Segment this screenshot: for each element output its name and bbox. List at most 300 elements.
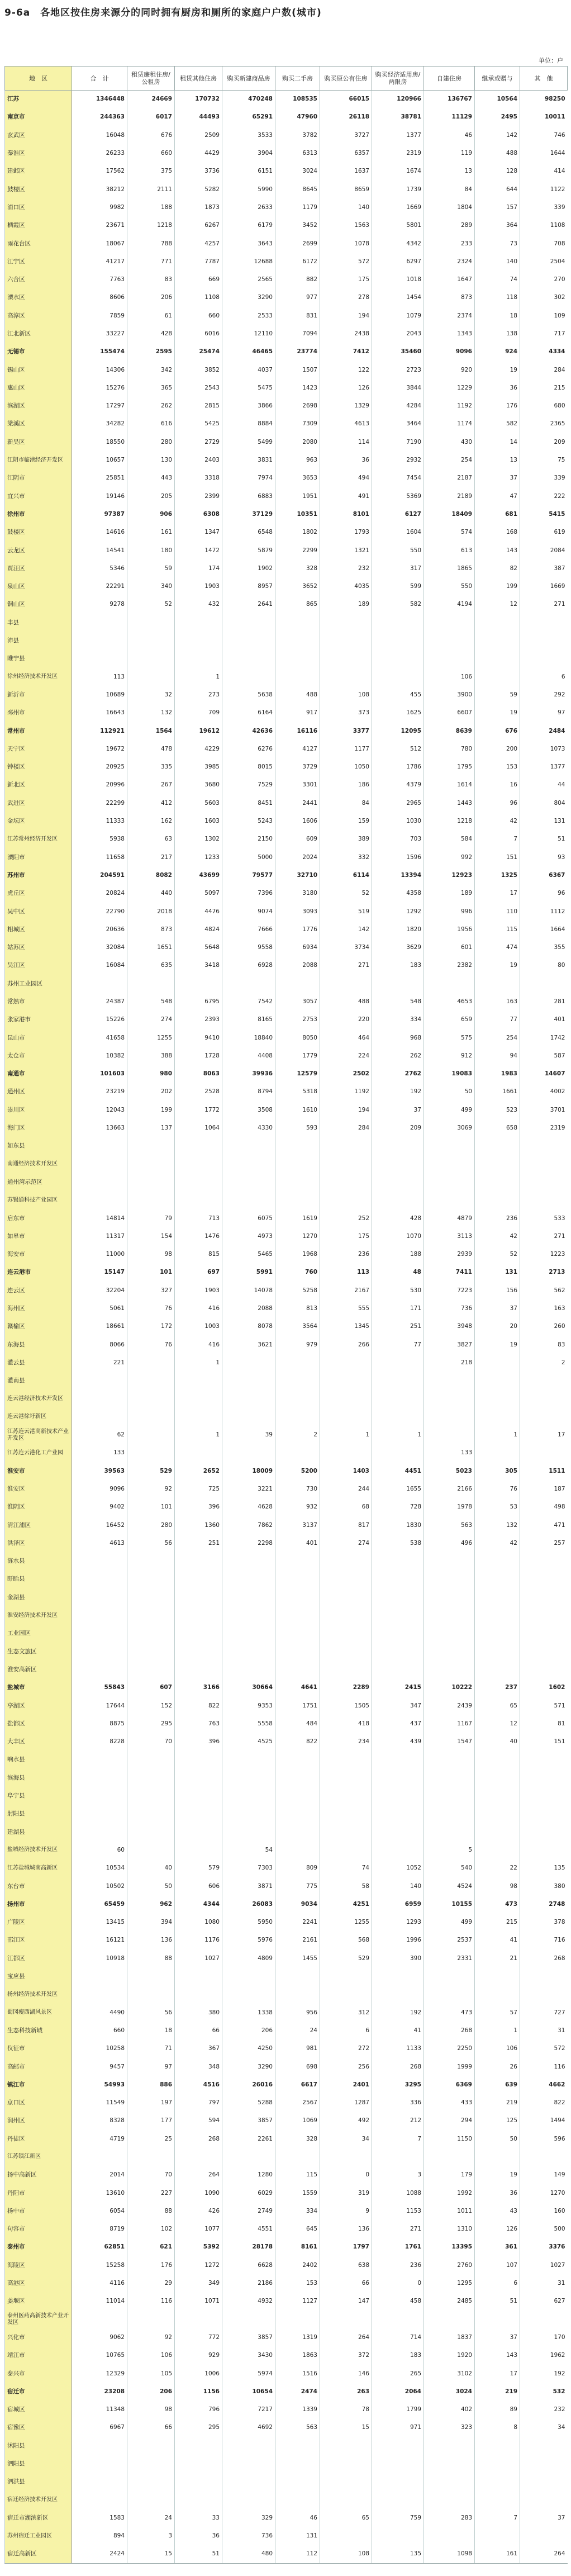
value-cell: 1614 <box>424 776 475 794</box>
value-cell: 44493 <box>175 108 222 126</box>
value-cell <box>72 2491 127 2509</box>
value-cell <box>72 1787 127 1805</box>
region-name: 泰兴市 <box>5 2365 72 2383</box>
value-cell: 41 <box>475 1932 520 1949</box>
value-cell <box>72 1588 127 1606</box>
value-cell <box>320 2148 372 2166</box>
value-cell: 474 <box>475 938 520 956</box>
value-cell <box>275 1155 320 1173</box>
value-cell <box>175 1444 222 1462</box>
value-cell: 126 <box>320 379 372 397</box>
value-cell: 161 <box>475 2545 520 2563</box>
table-row <box>5 686 568 704</box>
value-cell <box>320 2311 372 2328</box>
value-cell: 244363 <box>72 108 127 126</box>
value-cell: 4824 <box>175 921 222 938</box>
value-cell: 9410 <box>175 1029 222 1047</box>
table-row <box>5 2293 568 2311</box>
value-cell: 550 <box>424 578 475 596</box>
value-cell <box>424 1751 475 1769</box>
value-cell: 92 <box>127 1480 175 1498</box>
region-name: 栖霞区 <box>5 217 72 235</box>
value-cell <box>175 1661 222 1678</box>
value-cell: 29 <box>127 2274 175 2292</box>
value-cell: 294 <box>424 2112 475 2130</box>
value-cell: 2250 <box>424 2040 475 2058</box>
value-cell: 33 <box>175 2509 222 2527</box>
value-cell: 2374 <box>424 307 475 325</box>
value-cell: 727 <box>520 2004 568 2022</box>
value-cell: 1797 <box>320 2238 372 2256</box>
region-name: 滨湖区 <box>5 397 72 415</box>
value-cell: 1583 <box>72 2509 127 2527</box>
value-cell: 268 <box>520 1949 568 1967</box>
value-cell <box>275 1354 320 1372</box>
value-cell: 1799 <box>372 2401 424 2419</box>
value-cell: 2189 <box>424 487 475 505</box>
value-cell: 23671 <box>72 217 127 235</box>
value-cell: 97 <box>520 704 568 722</box>
value-cell: 1302 <box>175 831 222 848</box>
value-cell <box>520 1588 568 1606</box>
value-cell: 478 <box>127 740 175 758</box>
region-name: 海门区 <box>5 1119 72 1137</box>
value-cell: 437 <box>372 1715 424 1733</box>
value-cell: 2749 <box>222 2202 275 2220</box>
region-name: 涟水县 <box>5 1553 72 1571</box>
value-cell: 61 <box>127 307 175 325</box>
value-cell <box>475 1967 520 1985</box>
value-cell <box>127 614 175 632</box>
value-cell: 12043 <box>72 1101 127 1119</box>
value-cell: 122 <box>320 361 372 379</box>
region-name: 东台市 <box>5 1877 72 1895</box>
value-cell: 5991 <box>222 1264 275 1282</box>
value-cell: 32084 <box>72 938 127 956</box>
value-cell <box>127 2148 175 2166</box>
value-cell: 1564 <box>127 722 175 740</box>
value-cell <box>520 1137 568 1155</box>
value-cell: 730 <box>275 1480 320 1498</box>
value-cell: 37 <box>372 1101 424 1119</box>
table-row <box>5 1498 568 1516</box>
value-cell: 7763 <box>72 271 127 288</box>
value-cell <box>475 1606 520 1624</box>
value-cell <box>222 1390 275 1408</box>
table-row <box>5 397 568 415</box>
table-row <box>5 885 568 903</box>
value-cell <box>372 975 424 993</box>
value-cell <box>475 2437 520 2455</box>
value-cell: 1507 <box>275 361 320 379</box>
value-cell: 3024 <box>424 2383 475 2401</box>
value-cell: 7 <box>372 2130 424 2148</box>
value-cell: 7862 <box>222 1516 275 1534</box>
value-cell <box>475 1571 520 1588</box>
value-cell: 20 <box>475 1318 520 1336</box>
table-row <box>5 235 568 253</box>
value-cell <box>320 1986 372 2004</box>
value-cell: 14814 <box>72 1209 127 1227</box>
value-cell <box>222 1986 275 2004</box>
value-cell: 10657 <box>72 451 127 469</box>
value-cell: 22291 <box>72 578 127 596</box>
value-cell: 3701 <box>520 1101 568 1119</box>
value-cell: 414 <box>520 163 568 181</box>
header-cell: 购买经济适用房/两限房 <box>372 67 424 91</box>
value-cell <box>475 650 520 668</box>
region-name: 相城区 <box>5 921 72 938</box>
value-cell: 15276 <box>72 379 127 397</box>
table-row <box>5 1697 568 1715</box>
region-name: 扬中市 <box>5 2202 72 2220</box>
value-cell: 676 <box>475 722 520 740</box>
table-row <box>5 1083 568 1101</box>
value-cell <box>475 1137 520 1155</box>
table-row <box>5 1606 568 1624</box>
value-cell: 5369 <box>372 487 424 505</box>
value-cell <box>72 1192 127 1209</box>
value-cell: 36 <box>320 451 372 469</box>
value-cell: 71 <box>127 2040 175 2058</box>
table-row <box>5 1932 568 1949</box>
value-cell <box>424 1606 475 1624</box>
table-row <box>5 2166 568 2184</box>
value-cell <box>127 1444 175 1462</box>
value-cell: 16048 <box>72 126 127 144</box>
value-cell: 2186 <box>222 2274 275 2292</box>
value-cell: 676 <box>127 126 175 144</box>
region-name: 江苏镇江新区 <box>5 2148 72 2166</box>
value-cell: 136767 <box>424 91 475 108</box>
value-cell: 1837 <box>424 2328 475 2346</box>
region-name: 丹阳市 <box>5 2184 72 2202</box>
value-cell: 596 <box>520 2130 568 2148</box>
value-cell: 284 <box>320 1119 372 1137</box>
value-cell: 579 <box>175 1859 222 1877</box>
value-cell: 94 <box>475 1047 520 1065</box>
value-cell <box>275 2473 320 2491</box>
unit-label: 单位：户 <box>539 57 563 64</box>
value-cell: 23208 <box>72 2383 127 2401</box>
region-name: 润州区 <box>5 2112 72 2130</box>
value-cell <box>222 1444 275 1462</box>
value-cell: 11333 <box>72 812 127 830</box>
value-cell: 4002 <box>520 1083 568 1101</box>
value-cell: 1122 <box>520 181 568 198</box>
value-cell: 76 <box>475 1480 520 1498</box>
value-cell: 143 <box>475 2347 520 2365</box>
region-name: 苏州工业园区 <box>5 975 72 993</box>
value-cell: 1516 <box>275 2365 320 2383</box>
value-cell: 154 <box>127 1227 175 1245</box>
value-cell: 3629 <box>372 938 424 956</box>
value-cell: 17562 <box>72 163 127 181</box>
table-row <box>5 1246 568 1264</box>
region-name: 金湖县 <box>5 1588 72 1606</box>
region-name: 镇江市 <box>5 2076 72 2094</box>
value-cell: 1920 <box>424 2347 475 2365</box>
value-cell: 3900 <box>424 686 475 704</box>
value-cell: 3564 <box>275 1318 320 1336</box>
value-cell: 5318 <box>275 1083 320 1101</box>
region-name: 鼓楼区 <box>5 524 72 542</box>
value-cell: 136 <box>127 1932 175 1949</box>
value-cell: 237 <box>475 1679 520 1697</box>
value-cell: 215 <box>520 379 568 397</box>
value-cell: 1795 <box>424 758 475 776</box>
value-cell: 2399 <box>175 487 222 505</box>
value-cell <box>372 1173 424 1191</box>
value-cell: 12579 <box>275 1065 320 1083</box>
region-name: 泰州医药高新技术产业开发区 <box>5 2311 72 2328</box>
value-cell: 19146 <box>72 487 127 505</box>
value-cell: 25 <box>127 2130 175 2148</box>
value-cell: 962 <box>127 1895 175 1913</box>
region-name: 海陵区 <box>5 2256 72 2274</box>
value-cell: 5 <box>424 1841 475 1859</box>
value-cell: 894 <box>72 2527 127 2545</box>
value-cell: 1 <box>475 2022 520 2039</box>
value-cell <box>372 2455 424 2473</box>
value-cell <box>372 2491 424 2509</box>
value-cell <box>175 1751 222 1769</box>
table-row <box>5 1986 568 2004</box>
value-cell: 46465 <box>222 343 275 361</box>
value-cell: 1027 <box>175 1949 222 1967</box>
value-cell: 115 <box>475 921 520 938</box>
value-cell <box>222 1787 275 1805</box>
value-cell: 97 <box>127 2058 175 2076</box>
value-cell: 548 <box>372 993 424 1011</box>
value-cell <box>175 1606 222 1624</box>
value-cell: 8078 <box>222 1318 275 1336</box>
table-row <box>5 559 568 577</box>
region-name: 铜山区 <box>5 596 72 614</box>
value-cell: 6357 <box>320 144 372 162</box>
value-cell <box>320 1155 372 1173</box>
value-cell: 4334 <box>520 343 568 361</box>
value-cell: 132 <box>127 704 175 722</box>
value-cell: 8063 <box>175 1065 222 1083</box>
value-cell <box>475 2473 520 2491</box>
value-cell <box>72 632 127 649</box>
value-cell: 1218 <box>127 217 175 235</box>
value-cell: 788 <box>127 235 175 253</box>
value-cell: 98 <box>475 1877 520 1895</box>
value-cell: 19 <box>475 361 520 379</box>
region-name: 句容市 <box>5 2221 72 2238</box>
value-cell: 572 <box>520 2040 568 2058</box>
value-cell: 6367 <box>520 866 568 884</box>
table-row <box>5 542 568 559</box>
value-cell: 1603 <box>175 812 222 830</box>
value-cell: 1999 <box>424 2058 475 2076</box>
value-cell <box>520 2437 568 2455</box>
value-cell: 736 <box>222 2527 275 2545</box>
value-cell: 627 <box>520 2293 568 2311</box>
value-cell <box>222 1553 275 1571</box>
value-cell: 563 <box>275 2419 320 2437</box>
value-cell: 1674 <box>372 163 424 181</box>
value-cell: 1761 <box>372 2238 424 2256</box>
value-cell <box>175 1841 222 1859</box>
value-cell: 132 <box>475 1516 520 1534</box>
value-cell: 873 <box>127 921 175 938</box>
data-table <box>4 66 568 2564</box>
value-cell: 260 <box>520 1318 568 1336</box>
value-cell: 538 <box>372 1534 424 1552</box>
value-cell: 39 <box>222 1426 275 1444</box>
value-cell <box>520 1967 568 1985</box>
value-cell: 5258 <box>275 1282 320 1299</box>
value-cell: 373 <box>320 704 372 722</box>
value-cell: 575 <box>424 1029 475 1047</box>
value-cell: 47 <box>475 487 520 505</box>
value-cell <box>275 1643 320 1661</box>
value-cell: 1345 <box>320 1318 372 1336</box>
value-cell <box>72 1643 127 1661</box>
value-cell <box>72 1661 127 1678</box>
value-cell: 971 <box>372 2419 424 2437</box>
value-cell: 1443 <box>424 794 475 812</box>
value-cell: 206 <box>222 2022 275 2039</box>
value-cell: 822 <box>520 2094 568 2112</box>
table-row <box>5 1299 568 1317</box>
region-name: 启东市 <box>5 1209 72 1227</box>
value-cell: 3985 <box>175 758 222 776</box>
value-cell: 110 <box>475 903 520 921</box>
value-cell: 7859 <box>72 307 127 325</box>
value-cell: 1080 <box>175 1913 222 1931</box>
value-cell <box>175 2148 222 2166</box>
value-cell: 81 <box>520 1715 568 1733</box>
value-cell: 4194 <box>424 596 475 614</box>
value-cell <box>372 1354 424 1372</box>
value-cell: 39936 <box>222 1065 275 1083</box>
value-cell <box>424 2473 475 2491</box>
value-cell: 11000 <box>72 1246 127 1264</box>
value-cell: 264 <box>520 2545 568 2563</box>
value-cell <box>320 1841 372 1859</box>
value-cell <box>275 1553 320 1571</box>
value-cell <box>424 1769 475 1787</box>
value-cell: 7396 <box>222 885 275 903</box>
value-cell: 2088 <box>275 957 320 975</box>
value-cell <box>175 1155 222 1173</box>
value-cell: 50 <box>127 1877 175 1895</box>
value-cell: 143 <box>475 542 520 559</box>
value-cell: 698 <box>275 2058 320 2076</box>
table-row <box>5 1823 568 1841</box>
value-cell: 289 <box>424 217 475 235</box>
value-cell <box>320 1553 372 1571</box>
region-name: 江苏 <box>5 91 72 108</box>
value-cell: 12923 <box>424 866 475 884</box>
value-cell: 2166 <box>424 1480 475 1498</box>
value-cell <box>424 1408 475 1426</box>
value-cell <box>475 1192 520 1209</box>
value-cell: 7 <box>475 2509 520 2527</box>
value-cell: 215 <box>475 1913 520 1931</box>
value-cell <box>127 1571 175 1588</box>
header-cell: 租赁其他住房 <box>175 67 222 91</box>
value-cell <box>275 1588 320 1606</box>
value-cell: 388 <box>127 1047 175 1065</box>
value-cell <box>222 1805 275 1823</box>
value-cell <box>175 1625 222 1643</box>
region-name: 宿迁市 <box>5 2383 72 2401</box>
value-cell: 2652 <box>175 1462 222 1480</box>
value-cell: 5499 <box>222 433 275 451</box>
region-name: 徐州市 <box>5 505 72 523</box>
table-row <box>5 1372 568 1390</box>
value-cell: 295 <box>175 2419 222 2437</box>
value-cell: 65291 <box>222 108 275 126</box>
value-cell: 3377 <box>320 722 372 740</box>
value-cell <box>222 1751 275 1769</box>
value-cell: 1346448 <box>72 91 127 108</box>
value-cell: 2403 <box>175 451 222 469</box>
value-cell: 1347 <box>175 524 222 542</box>
region-name: 连云港经济技术开发区 <box>5 1390 72 1408</box>
value-cell: 5200 <box>275 1462 320 1480</box>
value-cell: 3180 <box>275 885 320 903</box>
value-cell: 12095 <box>372 722 424 740</box>
value-cell <box>475 1372 520 1390</box>
table-row <box>5 1192 568 1209</box>
value-cell: 8 <box>475 2419 520 2437</box>
value-cell: 1669 <box>372 198 424 216</box>
region-name: 靖江市 <box>5 2347 72 2365</box>
value-cell: 1655 <box>372 1480 424 1498</box>
region-name: 鼓楼区 <box>5 181 72 198</box>
value-cell: 96 <box>475 794 520 812</box>
value-cell: 11549 <box>72 2094 127 2112</box>
value-cell: 1223 <box>520 1246 568 1264</box>
value-cell: 3508 <box>222 1101 275 1119</box>
region-name: 新沂市 <box>5 686 72 704</box>
value-cell: 606 <box>175 1877 222 1895</box>
value-cell <box>127 1553 175 1571</box>
table-row <box>5 812 568 830</box>
value-cell: 645 <box>275 2221 320 2238</box>
value-cell: 4257 <box>175 235 222 253</box>
value-cell: 42636 <box>222 722 275 740</box>
table-row <box>5 325 568 343</box>
value-cell <box>320 2455 372 2473</box>
value-cell: 51 <box>475 2293 520 2311</box>
value-cell: 77 <box>372 1336 424 1354</box>
value-cell: 284 <box>520 361 568 379</box>
value-cell: 4628 <box>222 1498 275 1516</box>
value-cell: 2713 <box>520 1264 568 1282</box>
value-cell <box>222 1372 275 1390</box>
value-cell: 66 <box>127 2419 175 2437</box>
value-cell: 488 <box>475 144 520 162</box>
value-cell: 152 <box>127 1697 175 1715</box>
value-cell <box>127 1769 175 1787</box>
value-cell: 638 <box>320 2256 372 2274</box>
value-cell <box>72 975 127 993</box>
value-cell: 4932 <box>222 2293 275 2311</box>
value-cell: 108 <box>320 2545 372 2563</box>
value-cell: 760 <box>275 1264 320 1282</box>
value-cell: 759 <box>372 2509 424 2527</box>
value-cell: 1951 <box>275 487 320 505</box>
header-cell: 其 他 <box>520 67 568 91</box>
table-row <box>5 1805 568 1823</box>
